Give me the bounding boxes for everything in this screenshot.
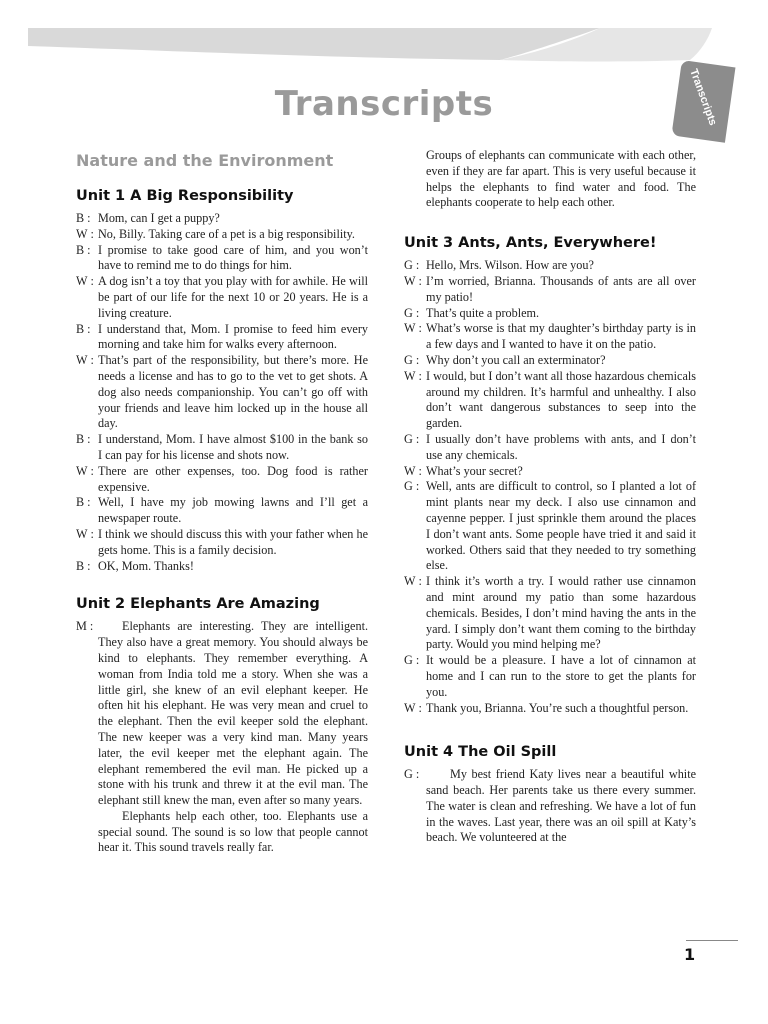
speaker-label: W : (404, 463, 422, 478)
speaker-label: W : (76, 463, 94, 478)
speaker-label: W : (404, 321, 422, 336)
dialogue-text: Well, ants are difficult to control, so I planted a lot of mint plants near my deck. I also use cinnamon and cayenne pepper. I just sprinkle them around the places I don’t want ants. Some people have tried it and said it worked. Others said that they needed to try something else. (426, 479, 696, 573)
speaker-label: B : (76, 321, 91, 336)
unit3-heading: Unit 3 Ants, Ants, Everywhere! (404, 235, 657, 252)
dialogue-line (404, 369, 696, 432)
unit1-dialogue (76, 211, 368, 574)
unit4-paragraph: My best friend Katy lives near a beautiful white sand beach. Her parents take us there every summer. The water is clean and refreshing. We have a lot of fun in the waves. Last year, there was an oil spill at Katy’s beach. We volunteered at the (426, 767, 696, 845)
dialogue-line (76, 559, 368, 575)
speaker-label: G : (404, 431, 420, 446)
page-number-rule (686, 940, 738, 941)
speaker-label: W : (76, 353, 94, 368)
dialogue-line (76, 322, 368, 354)
unit2-paragraph-1: Elephants are interesting. They are intelligent. They also have a great memory. You should always be kind to elephants. They remember everything. A woman from India told me a story. When she was a little girl, she knew of an evil elephant keeper. He often hit his elephant. He was very mean and cruel to the elephant. Then the evil keeper sold the elephant. The new keeper was a very kind man. Many years later, the evil keeper met the elephant again. The elephant remembered the evil man. He picked up a stone with his trunk and threw it at the evil man. The elephant still knew the man, even after so many years. (98, 619, 368, 808)
dialogue-text: It would be a pleasure. I have a lot of cinnamon at home and I can run to the store to get the plants for you. (426, 653, 696, 699)
page-title: Transcripts (274, 84, 494, 124)
speaker-label: G : (404, 653, 420, 668)
dialogue-text: I think we should discuss this with your father when he gets home. This is a family decision. (98, 526, 368, 557)
speaker-label: G : (404, 258, 420, 273)
speaker-label: G : (404, 767, 420, 782)
dialogue-text: Why don’t you call an exterminator? (426, 352, 606, 367)
dialogue-line (404, 464, 696, 480)
dialogue-text: Hello, Mrs. Wilson. How are you? (426, 258, 594, 273)
header-wave-band (0, 0, 768, 80)
dialogue-line (76, 464, 368, 496)
dialogue-text: Well, I have my job mowing lawns and I’ll get a newspaper route. (98, 495, 368, 526)
unit2-paragraph-3: Groups of elephants can communicate with each other, even if they are far apart. This is very useful because it helps the elephants to find water and food. The elephants cooperate to help each other. (426, 148, 696, 210)
dialogue-line (76, 432, 368, 464)
speaker-label: W : (404, 368, 422, 383)
speaker-label: W : (404, 574, 422, 589)
dialogue-text: No, Billy. Taking care of a pet is a big responsibility. (98, 226, 355, 241)
dialogue-line (76, 243, 368, 275)
dialogue-line (76, 274, 368, 321)
dialogue-line (404, 258, 696, 274)
unit2-paragraph-2: Elephants help each other, too. Elephants use a special sound. The sound is so low that people cannot hear it. This sound travels really far. (98, 808, 368, 855)
dialogue-line (76, 227, 368, 243)
right-column (404, 148, 696, 846)
side-tab-label: Transcripts (687, 67, 719, 128)
speaker-label: B : (76, 211, 91, 225)
dialogue-line (76, 495, 368, 527)
speaker-label: W : (404, 700, 422, 715)
dialogue-text: A dog isn’t a toy that you play with for awhile. He will be part of our life for the next 10 or 20 years. He is a living creature. (98, 274, 368, 320)
section-title: Nature and the Environment (76, 151, 334, 170)
speaker-label: W : (404, 273, 422, 288)
unit3-dialogue (404, 258, 696, 716)
dialogue-text: Thank you, Brianna. You’re such a thoughtful person. (426, 700, 689, 715)
dialogue-line (404, 306, 696, 322)
speaker-label: W : (76, 226, 94, 241)
dialogue-text: I promise to take good care of him, and you won’t have to remind me to do things for him. (98, 242, 368, 273)
dialogue-line (404, 574, 696, 653)
dialogue-line (76, 527, 368, 559)
dialogue-line (76, 353, 368, 432)
speaker-label: W : (76, 274, 94, 289)
dialogue-line (76, 211, 368, 227)
speaker-label: B : (76, 432, 91, 447)
dialogue-line (404, 653, 696, 700)
dialogue-line (404, 479, 696, 574)
dialogue-text: Mom, can I get a puppy? (98, 211, 220, 225)
dialogue-text: I understand that, Mom. I promise to feed him every morning and take him for walks every afternoon. (98, 321, 368, 352)
dialogue-text: That’s part of the responsibility, but there’s more. He needs a license and has to go to the vet to get shots. A dog also needs companionship. You can’t go off with your friends and leave him locked up in the house all day. (98, 353, 368, 431)
dialogue-text: I’m worried, Brianna. Thousands of ants are all over my patio! (426, 273, 696, 304)
dialogue-text: I understand, Mom. I have almost $100 in the bank so I can pay for his license and shots now. (98, 432, 368, 462)
dialogue-text: That’s quite a problem. (426, 305, 540, 320)
speaker-label: B : (76, 495, 91, 510)
dialogue-line (404, 353, 696, 369)
left-column (76, 188, 368, 856)
dialogue-line (404, 432, 696, 464)
dialogue-text: I would, but I don’t want all those hazardous chemicals around my children. It’s harmful and unhealthy. I also don’t want dangerous substances to seep into the garden. (426, 368, 696, 431)
dialogue-line (404, 274, 696, 306)
page-number: 1 (684, 945, 696, 964)
unit4-heading: Unit 4 The Oil Spill (404, 744, 557, 761)
speaker-label: B : (76, 558, 91, 573)
speaker-label: W : (76, 526, 94, 541)
unit1-heading: Unit 1 A Big Responsibility (76, 188, 294, 204)
dialogue-text: I usually don’t have problems with ants, and I don’t use any chemicals. (426, 431, 696, 462)
dialogue-text: There are other expenses, too. Dog food is rather expensive. (98, 463, 368, 494)
dialogue-line (404, 321, 696, 353)
dialogue-text: I think it’s worth a try. I would rather use cinnamon and mint around my patio than some hazardous chemicals. Besides, I don’t mind having the ants in the yard. I simply don’t want them coming to the birthday party. Would you mind helping me? (426, 574, 696, 652)
speaker-label: M : (76, 619, 94, 634)
dialogue-text: OK, Mom. Thanks! (98, 558, 194, 573)
dialogue-text: What’s worse is that my daughter’s birthday party is in a few days and I wanted to have it on the patio. (426, 321, 696, 352)
speaker-label: B : (76, 242, 91, 257)
dialogue-text: What’s your secret? (426, 463, 523, 478)
speaker-label: G : (404, 479, 420, 494)
unit2-heading: Unit 2 Elephants Are Amazing (76, 596, 320, 613)
speaker-label: G : (404, 352, 420, 367)
speaker-label: G : (404, 305, 420, 320)
dialogue-line (404, 701, 696, 717)
